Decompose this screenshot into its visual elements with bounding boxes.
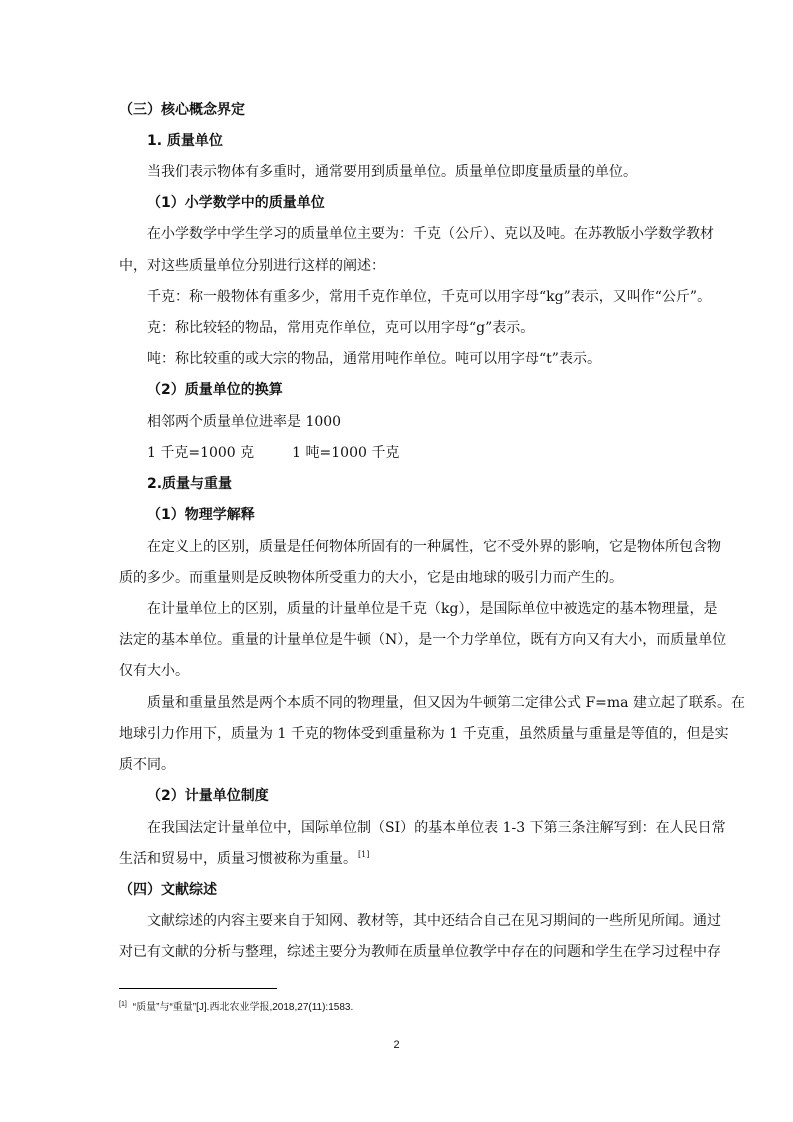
paragraph-si-line-1: 在我国法定计量单位中，国际单位制（SI）的基本单位表 1-3 下第三条注解写到：在人民日常 bbox=[147, 820, 726, 836]
paragraph-definition-line-1: 在定义上的区别，质量是任何物体所固有的一种属性，它不受外界的影响，它是物体所包含物 bbox=[147, 539, 721, 555]
footnote-reference[interactable]: [1] bbox=[358, 850, 370, 860]
paragraph-review-line-2: 对已有文献的分析与整理，综述主要分为教师在质量单位教学中存在的问题和学生在学习过程中存 bbox=[119, 944, 721, 960]
paragraph-measure-line-1: 在计量单位上的区别，质量的计量单位是千克（kg），是国际单位中被选定的基本物理量，是 bbox=[147, 601, 718, 617]
paragraph-si-line-2 bbox=[119, 849, 369, 869]
paragraph-definition-line-2: 质的多少。而重量则是反映物体所受重力的大小，它是由地球的吸引力而产生的。 bbox=[119, 570, 623, 586]
paragraph-mass-unit-intro: 当我们表示物体有多重时，通常要用到质量单位。质量单位即度量质量的单位。 bbox=[147, 164, 637, 180]
paragraph-units-line-2: 中，对这些质量单位分别进行这样的阐述： bbox=[119, 258, 385, 274]
paragraph-si-line-2-text: 生活和贸易中，质量习惯被称为重量。 bbox=[119, 851, 357, 867]
conversion-equations bbox=[147, 443, 399, 463]
footnote-text: “质量”与“重量”[J].西北农业学报,2018,27(11):1583. bbox=[132, 1002, 354, 1013]
subheading-measurement-system: （2）计量单位制度 bbox=[147, 788, 269, 804]
equation-t-kg: 1 吨=1000 千克 bbox=[292, 445, 400, 461]
paragraph-measure-line-2: 法定的基本单位。重量的计量单位是牛顿（N），是一个力学单位，既有方向又有大小，而质量单位 bbox=[119, 632, 727, 648]
paragraph-units-line-1: 在小学数学中学生学习的质量单位主要为：千克（公斤）、克以及吨。在苏教版小学数学教材 bbox=[147, 226, 714, 242]
paragraph-conversion-rate: 相邻两个质量单位进率是 1000 bbox=[147, 414, 342, 430]
footnote bbox=[119, 1001, 353, 1015]
subheading-unit-conversion: （2）质量单位的换算 bbox=[147, 382, 283, 398]
paragraph-newton-line-1: 质量和重量虽然是两个本质不同的物理量，但又因为牛顿第二定律公式 F=ma 建立起了联系。在 bbox=[147, 695, 745, 711]
section-heading-core-concepts: （三）核心概念界定 bbox=[119, 102, 245, 118]
paragraph-kilogram: 千克：称一般物体有重多少，常用千克作单位，千克可以用字母“kg”表示，又叫作“公斤”。 bbox=[147, 289, 712, 305]
subheading-mass-and-weight: 2.质量与重量 bbox=[147, 476, 233, 492]
page-number: 2 bbox=[393, 1039, 400, 1051]
paragraph-newton-line-3: 质不同。 bbox=[119, 757, 175, 773]
paragraph-measure-line-3: 仅有大小。 bbox=[119, 663, 189, 679]
paragraph-review-line-1: 文献综述的内容主要来自于知网、教材等，其中还结合自己在见习期间的一些所见所闻。通过 bbox=[147, 913, 721, 929]
subheading-physics-explanation: （1）物理学解释 bbox=[147, 507, 255, 523]
paragraph-gram: 克：称比较轻的物品，常用克作单位，克可以用字母“g”表示。 bbox=[147, 320, 535, 336]
footnote-separator bbox=[119, 988, 277, 989]
footnote-mark: [1] bbox=[119, 1000, 127, 1008]
paragraph-ton: 吨：称比较重的或大宗的物品，通常用吨作单位。吨可以用字母“t”表示。 bbox=[147, 351, 601, 367]
section-heading-literature-review: （四）文献综述 bbox=[119, 882, 217, 898]
subheading-mass-unit: 1. 质量单位 bbox=[147, 133, 223, 149]
subheading-primary-math-units: （1）小学数学中的质量单位 bbox=[147, 195, 325, 211]
equation-kg-g: 1 千克=1000 克 bbox=[147, 445, 255, 461]
paragraph-newton-line-2: 地球引力作用下，质量为 1 千克的物体受到重量称为 1 千克重，虽然质量与重量是等值的，但是实 bbox=[119, 726, 729, 742]
